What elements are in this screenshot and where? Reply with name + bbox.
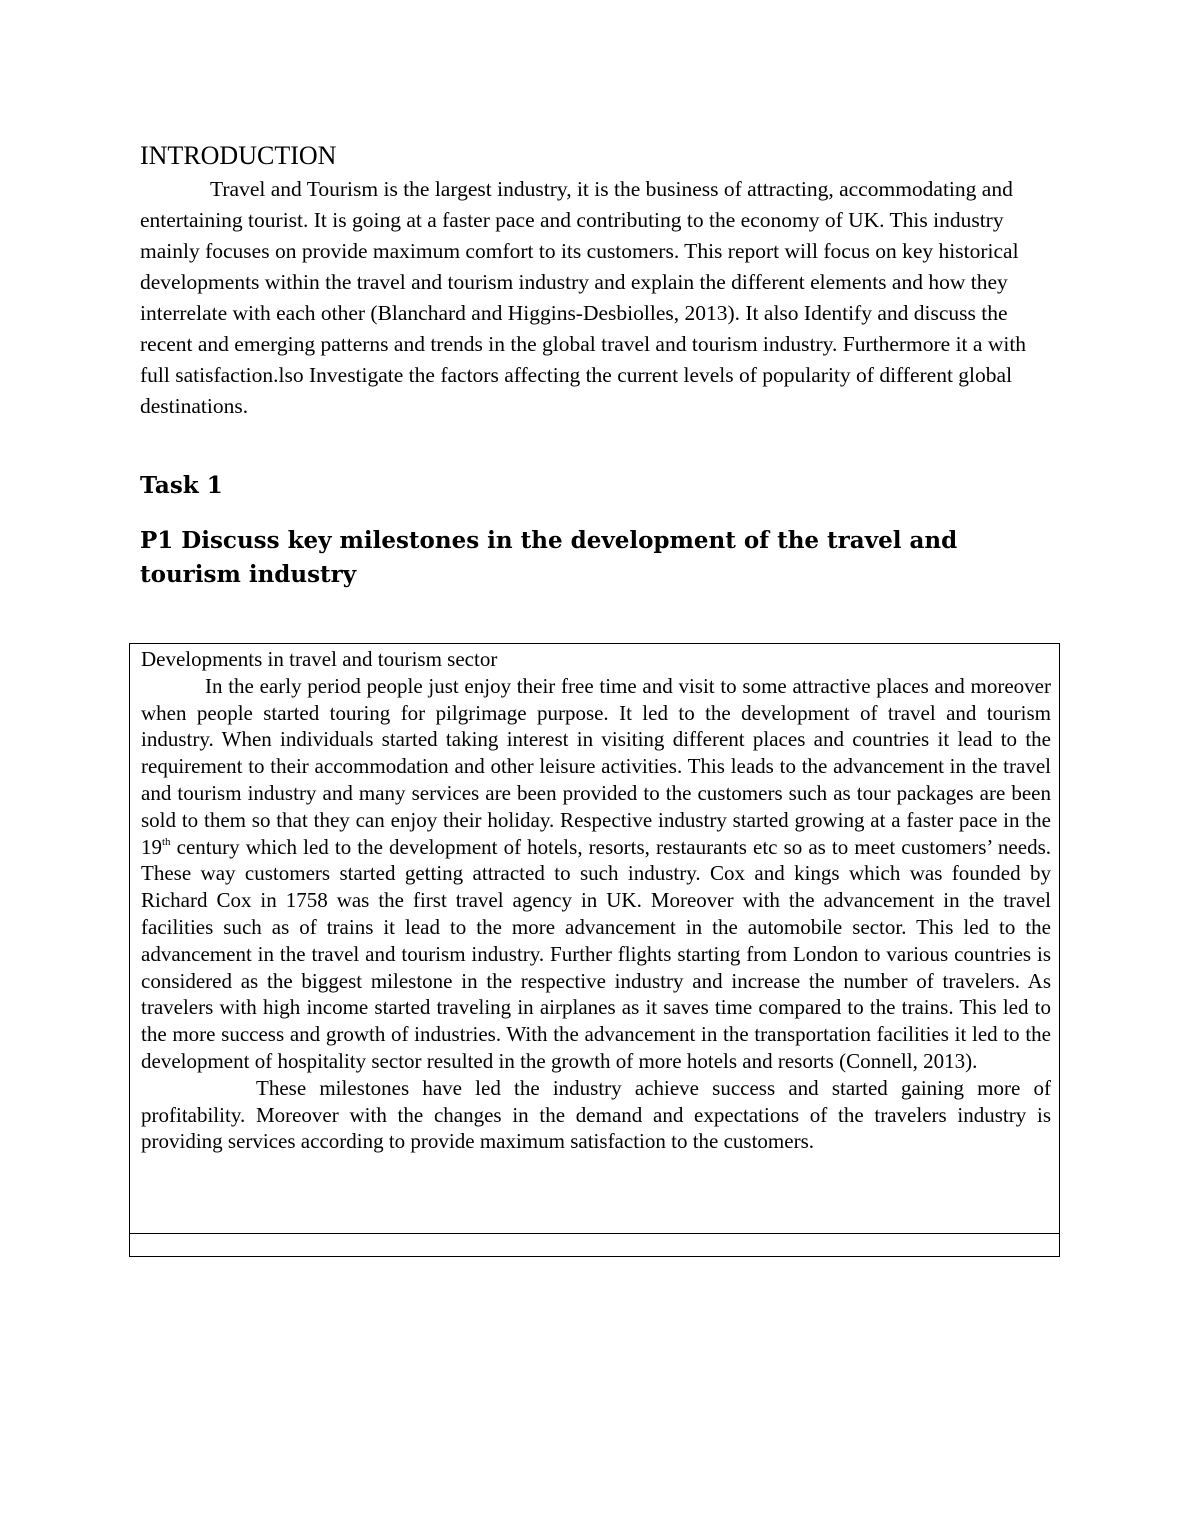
p1-heading: P1 Discuss key milestones in the development of the travel and tourism industry — [140, 527, 958, 588]
developments-table — [129, 643, 1060, 1257]
developments-paragraph-1 — [141, 673, 1051, 1075]
developments-paragraph-2 — [141, 1075, 1051, 1155]
task-heading: Task 1 — [140, 472, 223, 499]
developments-paragraph-1-part-2: century which led to the development of hotels, resorts, restaurants etc so as to meet customers’ needs. These way customers started getting attracted to such industry. Cox and kings which was founded by Richard Cox in 1758 was the first travel agency in UK. Moreover with the advancement in the travel facilities such as of trains it lead to the more advancement in the automobile sector. This led to the advancement in the travel and tourism industry. Further flights starting from London to various countries is considered as the biggest milestone in the respective industry and increase the number of travelers. As travelers with high income started traveling in airplanes as it saves time compared to the trains. This led to the more success and growth of industries. With the advancement in the transportation facilities it led to the development of hospitality sector resulted in the growth of more hotels and resorts (Connell, 2013). — [141, 834, 1051, 1073]
developments-cell — [141, 646, 1051, 1155]
introduction-heading: INTRODUCTION — [140, 141, 337, 170]
superscript-th: th — [162, 835, 171, 848]
introduction-paragraph — [140, 174, 1052, 422]
developments-title: Developments in travel and tourism sector — [141, 647, 498, 671]
introduction-paragraph-text: Travel and Tourism is the largest industry, it is the business of attracting, accommodating and entertaining tourist. It is going at a faster pace and contributing to the economy of UK. This industry mainly focuses on provide maximum comfort to its customers. This report will focus on key historical developments within the travel and tourism industry and explain the different elements and how they interrelate with each other (Blanchard and Higgins-Desbiolles, 2013). It also Identify and discuss the recent and emerging patterns and trends in the global travel and tourism industry. Furthermore it a with full satisfaction.lso Investigate the factors affecting the current levels of popularity of different global destinations. — [140, 177, 1027, 418]
developments-paragraph-2-text: These milestones have led the industry achieve success and started gaining more of profitability. Moreover with the changes in the demand and expectations of the travelers industry is providing services according to provide maximum satisfaction to the customers. — [141, 1075, 1051, 1154]
table-row-divider — [130, 1233, 1059, 1234]
developments-paragraph-1-part-1: In the early period people just enjoy their free time and visit to some attractive places and moreover when people started touring for pilgrimage purpose. It led to the development of travel and tourism industry. When individuals started taking interest in visiting different places and countries it lead to the requirement to their accommodation and other leisure activities. This leads to the advancement in the travel and tourism industry and many services are been provided to the customers such as tour packages are been sold to them so that they can enjoy their holiday. Respective industry started growing at a faster pace in the 19 — [141, 673, 1051, 859]
